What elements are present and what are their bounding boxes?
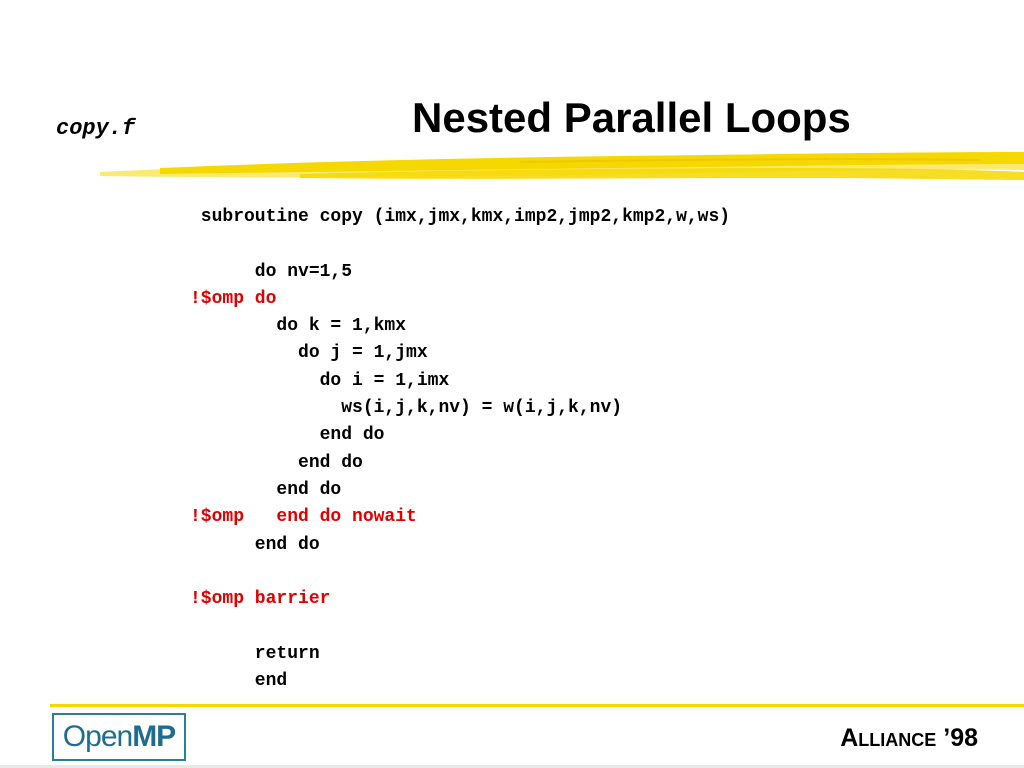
code-line: end do xyxy=(190,425,385,446)
code-line: end do xyxy=(190,452,363,473)
slide-label: copy.f xyxy=(56,116,136,141)
footer-organization: Alliance ’98 xyxy=(840,724,978,752)
code-line: ws(i,j,k,nv) = w(i,j,k,nv) xyxy=(190,398,623,419)
openmp-logo xyxy=(52,713,186,761)
code-listing xyxy=(190,204,730,695)
code-line: do j = 1,jmx xyxy=(190,343,428,364)
code-line xyxy=(190,231,730,258)
code-line: subroutine copy (imx,jmx,kmx,imp2,jmp2,kmp2,w,ws) xyxy=(190,207,731,227)
footer-divider xyxy=(50,704,1024,707)
code-line xyxy=(190,559,730,586)
omp-directive-line: !$omp do xyxy=(190,288,277,309)
code-line: do nv=1,5 xyxy=(190,261,353,282)
code-line: do i = 1,imx xyxy=(190,370,450,391)
code-line: do k = 1,kmx xyxy=(190,316,407,337)
code-line: end do xyxy=(190,534,320,555)
code-line: return xyxy=(190,643,320,664)
logo-open-text: Open xyxy=(62,720,133,753)
yellow-brush-stroke xyxy=(100,146,1024,188)
code-line: end do xyxy=(190,479,342,500)
code-line xyxy=(190,613,730,640)
omp-directive-line: !$omp barrier xyxy=(190,589,331,610)
slide-title: Nested Parallel Loops xyxy=(412,94,851,141)
logo-mp-text: MP xyxy=(132,720,176,753)
code-line: end xyxy=(190,671,288,692)
omp-directive-line: !$omp end do nowait xyxy=(190,507,417,528)
